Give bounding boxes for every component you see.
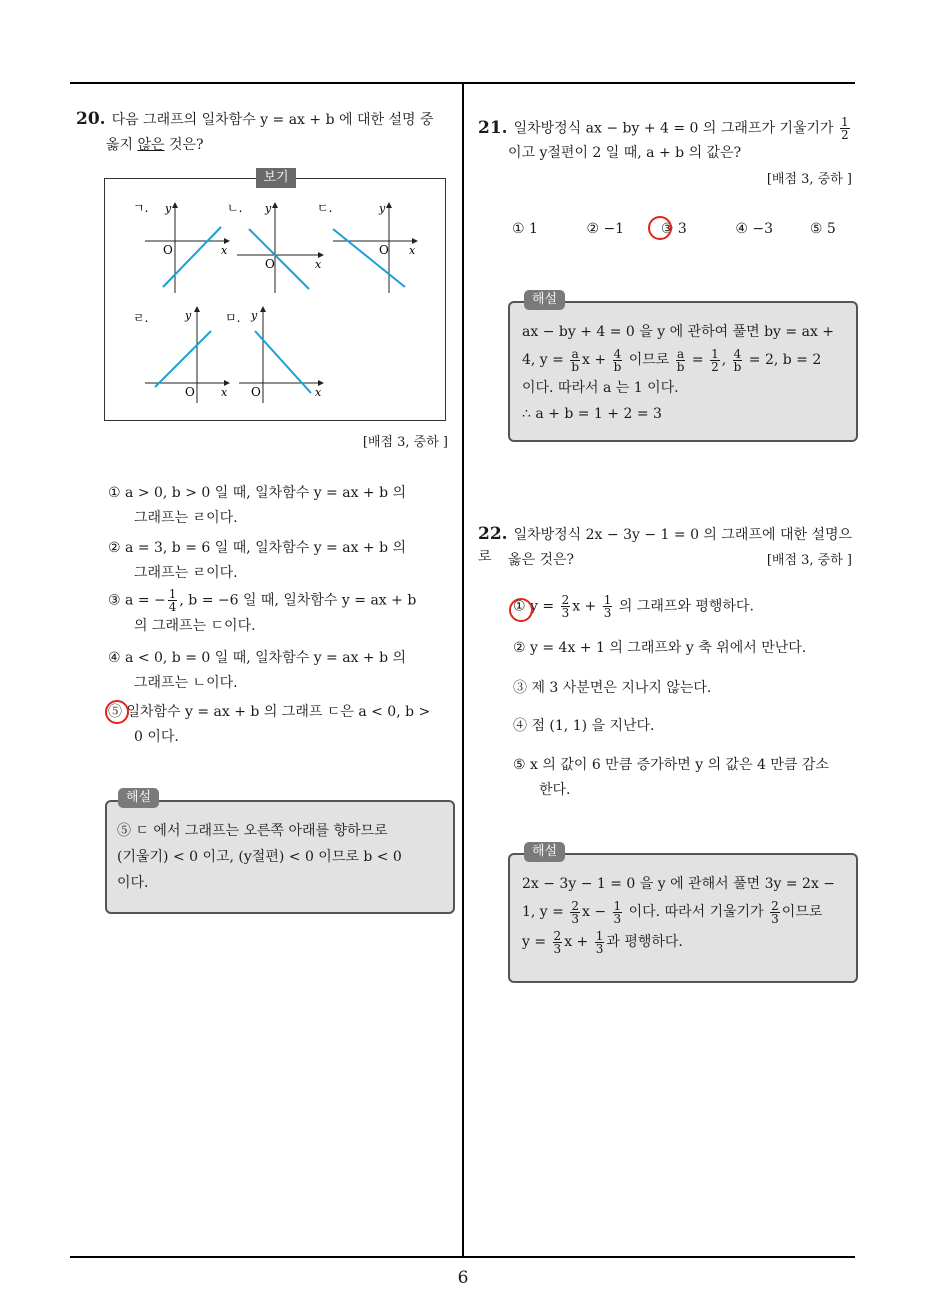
q21-choice-5[interactable]: ⑤ 5 xyxy=(809,221,836,237)
option-text: x + xyxy=(572,598,597,615)
graph-b-label: ㄴ. xyxy=(227,201,243,215)
graph-c-origin: O xyxy=(379,243,389,257)
solution-line: ∴ a + b = 1 + 2 = 3 xyxy=(522,406,662,422)
solution-text: x − xyxy=(582,904,607,920)
q21-choice-2[interactable]: ② −1 xyxy=(586,221,625,237)
q20-option-3[interactable] xyxy=(108,588,458,639)
option-mark: ① xyxy=(513,598,526,615)
q20-option-4[interactable] xyxy=(108,646,458,696)
graph-d-origin: O xyxy=(185,385,195,399)
q21-choice-3[interactable]: ③ 3 xyxy=(660,221,687,237)
fraction xyxy=(676,348,686,373)
solution-text: x + xyxy=(564,934,589,950)
fraction-denominator: 3 xyxy=(771,911,779,926)
option-mark: ① xyxy=(108,485,121,501)
q20-stem-line2 xyxy=(106,134,204,156)
graph-b-origin: O xyxy=(265,257,275,271)
q22-solution-tag: 해설 xyxy=(524,842,565,862)
graph-e xyxy=(225,307,323,403)
column-divider xyxy=(462,84,464,1256)
answer-circle-mark xyxy=(509,598,533,622)
q20-option-2[interactable] xyxy=(108,536,458,586)
fraction xyxy=(570,348,580,373)
graph-b-x-label: x xyxy=(315,258,322,271)
fraction-denominator: 2 xyxy=(841,128,849,142)
q22-score: [배점 3, 중하 ] xyxy=(766,553,852,568)
q22-option-3[interactable]: ③ 제 3 사분면은 지나지 않는다. xyxy=(513,680,712,696)
example-box-tag: 보기 xyxy=(256,168,296,188)
option-mark: ② xyxy=(108,540,121,556)
graph-d-label: ㄹ. xyxy=(133,311,149,325)
q21-score: [배점 3, 중하 ] xyxy=(766,172,852,187)
graph-c-label: ㄷ. xyxy=(317,201,333,215)
option-mark: ③ xyxy=(108,592,121,609)
option-text: a = 3, b = 6 일 때, 일차함수 y = ax + b 의 xyxy=(125,540,407,556)
option-mark: ⑤ xyxy=(108,704,122,720)
fraction xyxy=(613,348,623,373)
fraction-denominator: b xyxy=(676,359,685,374)
q21-slope-fraction xyxy=(840,116,850,141)
example-box xyxy=(104,178,446,421)
q20-number: 20. xyxy=(76,109,106,129)
graph-d xyxy=(133,307,229,403)
fraction-numerator: 1 xyxy=(595,928,604,943)
fraction-denominator: 4 xyxy=(168,600,177,614)
q20-text-post: 것은? xyxy=(164,137,204,153)
q20-option-1[interactable] xyxy=(108,481,458,531)
solution-line: 2x − 3y − 1 = 0 을 y 에 관해서 풀면 3y = 2x − xyxy=(522,876,836,892)
option-text-cont: 0 이다. xyxy=(134,729,179,745)
q20-stem xyxy=(76,108,456,131)
fraction-denominator: 3 xyxy=(603,606,612,620)
solution-text: 과 평행하다. xyxy=(606,934,683,950)
option-text-cont: 그래프는 ㄹ이다. xyxy=(134,510,238,526)
option-text-cont: 그래프는 ㄹ이다. xyxy=(134,565,238,581)
fraction-denominator: 3 xyxy=(613,911,622,926)
q21-text-line2: 이고 y절편이 2 일 때, a + b 의 값은? xyxy=(508,145,742,161)
page-number: 6 xyxy=(457,1268,469,1288)
q20-option-5[interactable] xyxy=(108,700,458,750)
option-text: ⑤ x 의 값이 6 만큼 증가하면 y 의 값은 4 만큼 감소 xyxy=(513,757,829,773)
solution-line-fractions xyxy=(522,927,852,957)
graph-a-origin: O xyxy=(163,243,173,257)
solution-line: (기울기) < 0 이고, (y절편) < 0 이므로 b < 0 xyxy=(117,849,402,865)
q20-text-pre: 옳지 xyxy=(106,137,138,153)
graph-e-y-label: y xyxy=(251,309,258,322)
q21-choice-1[interactable]: ① 1 xyxy=(512,221,538,237)
q22-text-line2: 옳은 것은? xyxy=(508,552,575,568)
fraction-numerator: 1 xyxy=(841,115,849,129)
graph-a-label: ㄱ. xyxy=(133,201,149,215)
solution-line-fractions xyxy=(522,897,852,927)
answer-circle-mark xyxy=(648,216,672,240)
solution-text: 4, y = xyxy=(522,352,564,368)
q20-score: [배점 3, 중하 ] xyxy=(362,435,448,450)
graph-e-x-label: x xyxy=(315,386,322,399)
q22-option-4[interactable]: ④ 점 (1, 1) 을 지난다. xyxy=(513,718,655,734)
fraction-numerator: 1 xyxy=(168,587,177,601)
option-text: a < 0, b = 0 일 때, 일차함수 y = ax + b 의 xyxy=(125,650,407,666)
fraction xyxy=(733,348,743,373)
option-text: 의 그래프와 평행하다. xyxy=(618,598,754,615)
q21-choice-4[interactable]: ④ −3 xyxy=(735,221,773,237)
option-text-cont: 그래프는 ㄴ이다. xyxy=(134,675,238,691)
q21-solution-tag: 해설 xyxy=(524,290,565,310)
fraction-numerator: 1 xyxy=(603,593,612,607)
solution-line: ax − by + 4 = 0 을 y 에 관하여 풀면 by = ax + xyxy=(522,324,835,340)
graph-b-line xyxy=(249,229,309,289)
q22-option-1[interactable] xyxy=(513,594,853,620)
option-text: y = xyxy=(530,598,555,615)
fraction-numerator: a xyxy=(571,346,579,361)
solution-text: = xyxy=(691,352,704,368)
q22-text-line1: 일차방정식 2x − 3y − 1 = 0 의 그래프에 대한 설명으로 xyxy=(478,527,853,565)
fraction-numerator: 4 xyxy=(613,346,622,361)
solution-line: ⑤ ㄷ 에서 그래프는 오른쪽 아래를 향하므로 xyxy=(117,823,388,839)
fraction xyxy=(770,900,780,925)
graph-c-x-label: x xyxy=(409,244,416,257)
answer-circle-mark xyxy=(105,700,129,724)
solution-line: 이다. 따라서 a 는 1 이다. xyxy=(522,380,679,396)
graph-a-x-label: x xyxy=(221,244,228,257)
option-text-cont: 의 그래프는 ㄷ이다. xyxy=(134,617,256,634)
graph-b xyxy=(227,201,323,293)
option-text-rest: , b = −6 일 때, 일차함수 y = ax + b xyxy=(179,592,417,609)
fraction-denominator: b xyxy=(571,359,580,374)
q20-text-underlined: 않은 xyxy=(137,137,165,153)
graph-e-label: ㅁ. xyxy=(225,311,241,325)
graph-a-y-label: y xyxy=(165,202,172,215)
fraction-numerator: 2 xyxy=(571,898,579,913)
graph-c-line xyxy=(333,229,405,287)
graph-d-line xyxy=(155,331,211,387)
q20-text-line1: 다음 그래프의 일차함수 y = ax + b 에 대한 설명 중 xyxy=(111,112,434,128)
fraction-numerator: 1 xyxy=(613,898,622,913)
fraction-numerator: 1 xyxy=(711,346,719,361)
q22-number: 22. xyxy=(478,524,508,544)
q22-option-2[interactable]: ② y = 4x + 1 의 그래프와 y 축 위에서 만난다. xyxy=(513,640,807,656)
solution-text: , xyxy=(721,352,727,368)
fraction-denominator: 3 xyxy=(553,941,562,956)
fraction-denominator: b xyxy=(733,359,742,374)
option-text: a > 0, b > 0 일 때, 일차함수 y = ax + b 의 xyxy=(125,485,407,501)
bottom-rule xyxy=(70,1256,855,1258)
solution-text: y = xyxy=(522,934,547,950)
graphs-panel xyxy=(105,179,445,420)
q21-solution-box xyxy=(508,301,858,442)
solution-text: x + xyxy=(582,352,607,368)
fraction xyxy=(595,930,605,955)
graph-b-y-label: y xyxy=(265,202,272,215)
graph-c-y-label: y xyxy=(379,202,386,215)
graph-a-line xyxy=(163,227,221,287)
q21-choices xyxy=(512,218,860,240)
fraction-numerator: 2 xyxy=(771,898,779,913)
fraction-numerator: 4 xyxy=(733,346,742,361)
q21-number: 21. xyxy=(478,117,508,138)
q22-option-5[interactable] xyxy=(513,753,853,803)
graph-a xyxy=(133,201,229,293)
option-text: a = − xyxy=(125,592,166,609)
fraction xyxy=(561,594,571,619)
fraction xyxy=(613,900,623,925)
graph-d-x-label: x xyxy=(221,386,228,399)
fraction xyxy=(168,588,178,613)
fraction-denominator: 3 xyxy=(561,606,570,620)
solution-text: 1, y = xyxy=(522,904,564,920)
solution-text: = 2, b = 2 xyxy=(748,352,822,368)
fraction-denominator: 3 xyxy=(571,911,579,926)
fraction xyxy=(603,594,613,619)
option-text-cont: 한다. xyxy=(539,782,571,798)
fraction xyxy=(570,900,580,925)
solution-text: 이므로 xyxy=(628,352,670,368)
option-text: 일차함수 y = ax + b 의 그래프 ㄷ은 a < 0, b > xyxy=(126,704,431,720)
q22-solution-box xyxy=(508,853,858,983)
q21-stem xyxy=(478,116,858,141)
fraction-numerator: 2 xyxy=(561,593,570,607)
q21-text-line1: 일차방정식 ax − by + 4 = 0 의 그래프가 기울기가 xyxy=(513,120,834,137)
graph-c xyxy=(317,201,417,293)
fraction-numerator: a xyxy=(677,346,685,361)
fraction xyxy=(710,348,720,373)
q20-solution-box xyxy=(105,800,455,914)
graph-d-y-label: y xyxy=(185,309,192,322)
fraction-denominator: 3 xyxy=(595,941,604,956)
solution-line: 이다. xyxy=(117,875,149,891)
fraction-denominator: 2 xyxy=(711,359,719,374)
fraction xyxy=(553,930,563,955)
solution-text: 이므로 xyxy=(781,904,823,920)
fraction-numerator: 2 xyxy=(553,928,562,943)
q20-solution-tag: 해설 xyxy=(118,788,159,808)
solution-line-fractions xyxy=(522,345,852,375)
fraction-denominator: b xyxy=(613,359,622,374)
solution-text: 이다. 따라서 기울기가 xyxy=(628,904,764,920)
option-mark: ④ xyxy=(108,650,121,666)
graph-e-origin: O xyxy=(251,385,261,399)
